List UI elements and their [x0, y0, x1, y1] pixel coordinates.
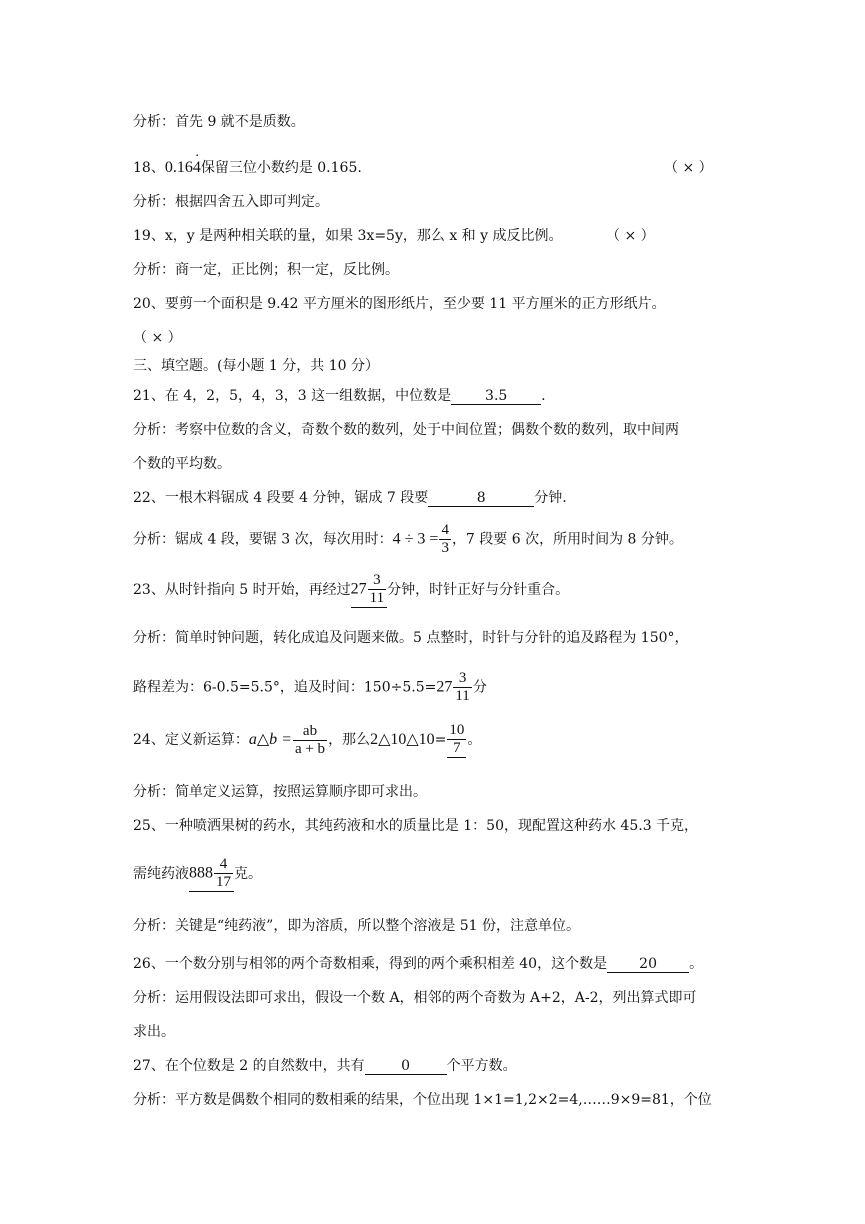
fraction-numerator: 4	[441, 522, 449, 538]
mixed-whole: 888	[189, 864, 213, 882]
analysis-27	[133, 1090, 712, 1110]
analysis-27-text: 分析：平方数是偶数个相同的数相乘的结果，个位出现 1×1=1,2×2=4,……9×9=81，个位	[133, 1092, 712, 1108]
question-26-answer: 20	[607, 956, 689, 973]
question-24-answer	[447, 722, 466, 758]
question-18-value	[165, 159, 201, 176]
analysis-22-fraction	[439, 522, 451, 557]
mixed-fraction	[453, 670, 471, 705]
question-21-answer: 3.5	[451, 388, 541, 405]
question-22-end: 分钟.	[534, 490, 567, 506]
question-19-answer: （ × ）	[606, 228, 655, 244]
analysis-26-line2	[133, 1022, 175, 1042]
fraction-numerator: 3	[458, 670, 467, 686]
fraction-numerator: 4	[219, 856, 228, 872]
question-24-expression: 2△10△10	[370, 731, 435, 748]
question-24-definition-fraction	[293, 723, 327, 758]
question-23	[133, 572, 569, 608]
section-3-title: 三、填空题。(每小题 1 分，共 10 分）	[133, 358, 379, 374]
mixed-fraction	[368, 572, 386, 607]
question-24-text: 24、定义新运算：	[133, 732, 249, 748]
question-27-answer: 0	[365, 1058, 447, 1075]
analysis-26-text1: 分析：运用假设法即可求出，假设一个数 A，相邻的两个奇数为 A+2，A-2，列出算式即可	[133, 990, 697, 1006]
analysis-17	[133, 112, 305, 132]
analysis-22-text-end: ，7 段要 6 次，所用时间为 8 分钟。	[451, 531, 683, 548]
q18-value-repeat-digit: 4 ·	[193, 159, 201, 176]
question-25-text2: 需纯药液	[133, 866, 189, 882]
definition-lhs: a△b =	[248, 731, 292, 748]
fraction-denominator: 11	[369, 590, 385, 606]
question-21	[133, 386, 546, 406]
analysis-19	[133, 260, 399, 280]
analysis-26-text2: 求出。	[133, 1024, 175, 1040]
analysis-17-text: 分析：首先 9 就不是质数。	[133, 114, 305, 130]
fraction-numerator: 10	[449, 722, 465, 738]
analysis-23-value	[436, 670, 472, 705]
analysis-19-text: 分析：商一定，正比例；积一定，反比例。	[133, 262, 399, 278]
question-24-definition	[249, 731, 292, 748]
section-3-heading	[133, 356, 379, 376]
question-18-text: 保留三位小数约是 0.165.	[200, 160, 362, 176]
analysis-23-unit: 分	[472, 679, 487, 696]
question-26-end: 。	[689, 956, 704, 972]
fraction-numerator: ab	[302, 722, 318, 739]
question-24-end: 。	[467, 732, 482, 748]
question-20-answer-line	[133, 328, 182, 348]
question-19	[133, 226, 562, 246]
question-25-text1: 25、一种喷洒果树的药水，其纯药液和水的质量比是 1：50，现配置这种药水 45.3 千克，	[133, 818, 699, 834]
question-25-answer	[189, 856, 234, 892]
question-20	[133, 294, 666, 314]
analysis-21-text1: 分析：考察中位数的含义，奇数个数的数列，处于中间位置；偶数个数的数列，取中间两	[133, 422, 679, 438]
analysis-23-line2	[133, 670, 487, 705]
analysis-18	[133, 192, 329, 212]
question-21-end: .	[541, 388, 546, 404]
mixed-whole: 27	[436, 678, 453, 696]
analysis-22-expression: 4 ÷ 3 =	[392, 530, 439, 548]
analysis-22	[133, 522, 683, 557]
analysis-21-line2	[133, 454, 231, 474]
question-25-line2	[133, 856, 262, 892]
question-18	[133, 158, 362, 178]
question-27	[133, 1056, 517, 1076]
fraction-denominator: 7	[447, 739, 466, 757]
question-25-line1	[133, 816, 698, 836]
fraction-denominator: 3	[441, 540, 449, 556]
question-21-text: 21、在 4，2，5，4，3，3 这一组数据，中位数是	[133, 388, 452, 404]
fraction-denominator: 17	[216, 874, 231, 890]
question-23-text: 23、从时针指向 5 时开始，再经过	[133, 582, 351, 598]
question-23-text-end: 分钟，时针正好与分针重合。	[387, 582, 570, 598]
question-27-text: 27、在个位数是 2 的自然数中，共有	[133, 1058, 365, 1074]
analysis-21-text2: 个数的平均数。	[133, 456, 231, 472]
analysis-22-text: 分析：锯成 4 段，要锯 3 次，每次用时：	[133, 531, 393, 548]
question-20-text: 20、要剪一个面积是 9.42 平方厘米的图形纸片，至少要 11 平方厘米的正方形纸片。	[133, 296, 666, 312]
mixed-fraction	[214, 856, 233, 891]
mixed-whole: 27	[350, 580, 367, 598]
analysis-24	[133, 782, 427, 802]
analysis-26-line1	[133, 988, 697, 1008]
question-19-text: 19、x，y 是两种相关联的量，如果 3x=5y，那么 x 和 y 成反比例。	[133, 228, 563, 244]
fraction-denominator: a + b	[294, 740, 326, 757]
analysis-18-text: 分析：根据四舍五入即可判定。	[133, 194, 329, 210]
q18-value-main: 0.16	[164, 159, 193, 176]
question-20-answer: （ × ）	[133, 330, 182, 346]
question-22-answer: 8	[428, 490, 534, 507]
question-18-number: 18、	[133, 160, 165, 176]
analysis-21-line1	[133, 420, 679, 440]
question-22	[133, 488, 567, 508]
question-27-end: 个平方数。	[446, 1058, 517, 1074]
question-18-answer: （ × ）	[664, 160, 713, 176]
question-25-unit: 克。	[234, 866, 262, 882]
question-24-equals: =	[434, 732, 447, 748]
question-26	[133, 954, 703, 974]
analysis-23-text1: 分析：简单时钟问题，转化成追及问题来做。5 点整时，时针与分针的追及路程为 150°，	[133, 630, 689, 646]
question-23-answer	[351, 572, 387, 608]
analysis-23-text2: 路程差为：6-0.5=5.5°，追及时间：150÷5.5=	[133, 679, 437, 696]
analysis-24-text: 分析：简单定义运算，按照运算顺序即可求出。	[133, 784, 427, 800]
analysis-23-line1	[133, 628, 689, 648]
fraction-numerator: 3	[373, 572, 381, 588]
question-26-text: 26、一个数分别与相邻的两个奇数相乘，得到的两个乘积相差 40，这个数是	[133, 956, 608, 972]
question-24-text-mid: ，那么	[328, 732, 371, 748]
analysis-25	[133, 916, 580, 936]
question-22-text: 22、一根木料锯成 4 段要 4 分钟，锯成 7 段要	[133, 490, 429, 506]
question-24	[133, 722, 481, 758]
fraction-denominator: 11	[455, 688, 470, 704]
analysis-25-text: 分析：关键是“纯药液”，即为溶质，所以整个溶液是 51 份，注意单位。	[133, 918, 581, 934]
